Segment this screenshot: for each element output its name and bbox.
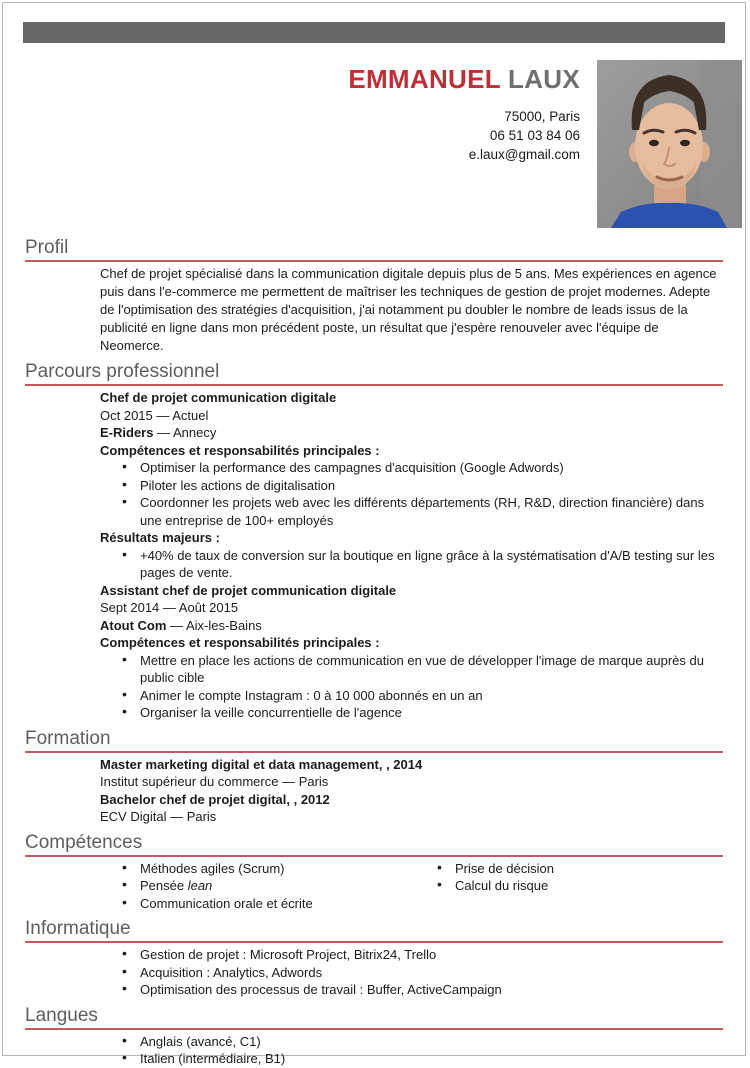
profil-text: Chef de projet spécialisé dans la communication digitale depuis plus de 5 ans. Mes expériences en agence puis dans l'e-commerce me permettent de maîtriser les techniques de gestion de projet modernes. Adepte de l'optimisation des stratégies d'acquisition, j'ai notamment pu doubler le nombre de leads issus de la publicité en ligne dans mon précédent poste, un résultat que j'espère renouveler avec l'équipe de Neomerce. xyxy=(100,266,717,353)
section-title-informatique: Informatique xyxy=(25,918,723,943)
job-bullet: • Coordonner les projets web avec les différents départements (RH, R&D, direction financière) dans une entreprise de 100+ employés xyxy=(122,494,723,529)
header xyxy=(3,60,745,228)
section-profil xyxy=(25,237,723,355)
job-results-list xyxy=(100,547,723,582)
sections xyxy=(3,228,745,1068)
language-list xyxy=(100,1033,723,1068)
contact-phone: 06 51 03 84 06 xyxy=(489,128,580,143)
job-bullet: • Organiser la veille concurrentielle de l'agence xyxy=(122,704,723,722)
section-langues xyxy=(25,1005,723,1068)
candidate-last-name: LAUX xyxy=(508,64,580,94)
job-bullet: • Piloter les actions de digitalisation xyxy=(122,477,723,495)
section-informatique xyxy=(25,918,723,999)
job-bullet: • +40% de taux de conversion sur la boutique en ligne grâce à la systématisation d'A/B testing sur les pages de vente. xyxy=(122,547,723,582)
degree-title: Bachelor chef de projet digital, , 2012 xyxy=(100,791,330,807)
skills-column-right xyxy=(425,860,723,913)
job-dates: Oct 2015 — Actuel xyxy=(100,407,209,423)
skill-item: • Calcul du risque xyxy=(437,877,723,895)
skill-item: • Communication orale et écrite xyxy=(122,895,425,913)
job-results-label: Résultats majeurs : xyxy=(100,530,220,545)
software-item: • Gestion de projet : Microsoft Project, Bitrix24, Trello xyxy=(122,946,723,964)
section-formation xyxy=(25,728,723,826)
contact-email: e.laux@gmail.com xyxy=(468,147,580,162)
skills-list-right xyxy=(425,860,723,895)
job-entry xyxy=(100,582,723,722)
degree-entry xyxy=(100,791,723,826)
job-bullet: • Optimiser la performance des campagnes d'acquisition (Google Adwords) xyxy=(122,459,723,477)
contact-location: 75000, Paris xyxy=(504,109,580,124)
job-dates: Sept 2014 — Août 2015 xyxy=(100,600,239,615)
section-title-formation: Formation xyxy=(25,728,723,753)
job-title: Chef de projet communication digitale xyxy=(100,390,337,405)
software-item: • Acquisition : Analytics, Adwords xyxy=(122,964,723,982)
header-bar xyxy=(23,22,725,43)
candidate-first-name: EMMANUEL xyxy=(348,64,501,94)
job-entry xyxy=(100,389,723,582)
job-company: Atout Com — Aix-les-Bains xyxy=(100,617,262,633)
job-responsibilities-list xyxy=(100,459,723,529)
profile-photo xyxy=(597,60,742,228)
candidate-name xyxy=(3,64,580,94)
skills-columns xyxy=(100,860,723,913)
section-title-langues: Langues xyxy=(25,1005,723,1030)
contact-block xyxy=(3,107,580,164)
degree-school: Institut supérieur du commerce — Paris xyxy=(100,774,329,789)
skill-item: • Prise de décision xyxy=(437,860,723,878)
section-title-profil: Profil xyxy=(25,237,723,262)
degree-list xyxy=(100,753,723,826)
language-item: • Italien (intermédiaire, B1) xyxy=(122,1050,723,1068)
degree-school: ECV Digital — Paris xyxy=(100,809,217,824)
section-title-parcours: Parcours professionnel xyxy=(25,361,723,386)
job-company: E-Riders — Annecy xyxy=(100,425,217,440)
section-competences xyxy=(25,832,723,913)
job-bullet: • Animer le compte Instagram : 0 à 10 000 abonnés en un an xyxy=(122,687,723,705)
degree-entry xyxy=(100,756,723,791)
skills-column-left xyxy=(100,860,425,913)
job-bullet: • Mettre en place les actions de communication en vue de développer l'image de marque auprès du public cible xyxy=(122,652,723,687)
section-parcours xyxy=(25,361,723,722)
skill-item: • Méthodes agiles (Scrum) xyxy=(122,860,425,878)
software-list xyxy=(100,946,723,999)
cv-page xyxy=(2,2,746,1066)
job-title: Assistant chef de projet communication digitale xyxy=(100,582,397,598)
skill-item: • Pensée lean xyxy=(122,877,425,895)
job-responsibilities-label: Compétences et responsabilités principales : xyxy=(100,635,380,650)
section-title-competences: Compétences xyxy=(25,832,723,857)
identity-block xyxy=(3,60,580,164)
job-responsibilities-list xyxy=(100,652,723,722)
job-responsibilities-label: Compétences et responsabilités principales : xyxy=(100,442,380,458)
language-item: • Anglais (avancé, C1) xyxy=(122,1033,723,1051)
software-item: • Optimisation des processus de travail : Buffer, ActiveCampaign xyxy=(122,981,723,999)
skills-list-left xyxy=(100,860,425,913)
degree-title: Master marketing digital et data management, , 2014 xyxy=(100,756,423,772)
